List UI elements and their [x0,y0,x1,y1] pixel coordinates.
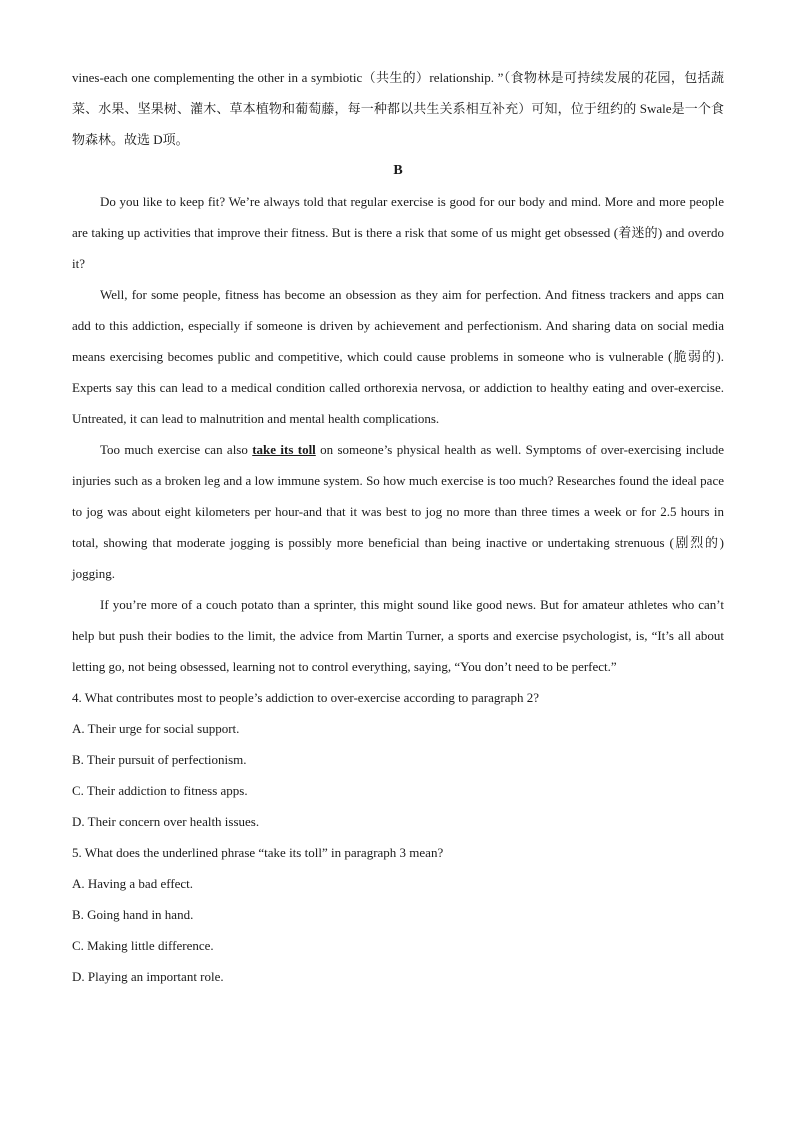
document-page [72,62,724,992]
intro-paragraph: vines-each one complementing the other in a symbiotic（共生的）relationship. ”（食物林是可持续发展的花园，包括蔬菜、水果、坚果树、灌木、草本植物和葡萄藤，每一种都以共生关系相互补充）可知，位于纽约的 Swale是一个食物森林。故选 D项。 [72,70,724,147]
question-stem: 5. What does the underlined phrase “take its toll” in paragraph 3 mean? [72,845,444,860]
underlined-phrase: take its toll [252,442,316,457]
question-5 [72,837,724,992]
question-stem: 4. What contributes most to people’s addiction to over-exercise according to paragraph 2? [72,690,539,705]
answer-option-a: A. Their urge for social support. [72,721,240,736]
answer-option-b: B. Their pursuit of perfectionism. [72,752,247,767]
passage-paragraph-1: Do you like to keep fit? We’re always told that regular exercise is good for our body and mind. More and more people are taking up activities that improve their fitness. But is there a risk that some of us might get obsessed (着迷的) and overdo it? [72,194,724,271]
section-title: B [393,163,403,178]
answer-option-c: C. Their addiction to fitness apps. [72,783,248,798]
passage-paragraph-2: Well, for some people, fitness has become an obsession as they aim for perfection. And fitness trackers and apps can add to this addiction, especially if someone is driven by achievement and perfectionism. And sharing data on social media means exercising becomes public and competitive, which could cause problems in someone who is vulnerable (脆弱的). Experts say this can lead to a medical condition called orthorexia nervosa, or addiction to healthy eating and over-exercise. Untreated, it can lead to malnutrition and mental health complications. [72,287,724,426]
answer-option-a: A. Having a bad effect. [72,876,194,891]
passage-paragraph-4: If you’re more of a couch potato than a sprinter, this might sound like good news. But for amateur athletes who can’t help but push their bodies to the limit, the advice from Martin Turner, a sports and exercise psychologist, is, “It’s all about letting go, not being obsessed, learning not to control everything, saying, “You don’t need to be perfect.” [72,597,724,674]
answer-option-d: D. Their concern over health issues. [72,814,260,829]
answer-option-d: D. Playing an important role. [72,969,224,984]
passage-paragraph-3 [72,434,724,589]
answer-option-b: B. Going hand in hand. [72,907,194,922]
paragraph-3-rest-text: on someone’s physical health as well. Symptoms of over-exercising include injuries such as a broken leg and a low immune system. So how much exercise is too much? Researches found the ideal pace to jog was about eight kilometers per hour-and that it was best to jog no more than three times a week or for 2.5 hours in total, showing that moderate jogging is possibly more beneficial than being inactive or undertaking strenuous (剧烈的) jogging. [72,442,724,581]
paragraph-3-lead-text: Too much exercise can also [100,442,253,457]
question-4 [72,682,724,837]
answer-option-c: C. Making little difference. [72,938,214,953]
